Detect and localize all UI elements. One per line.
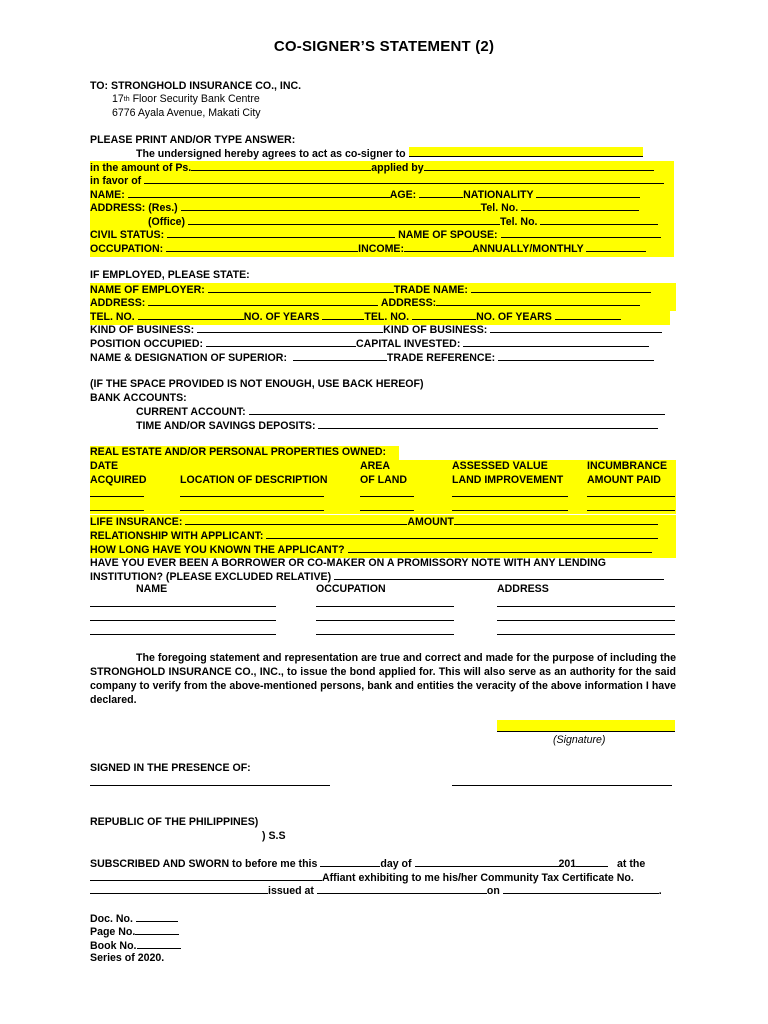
- employer-address-line: ADDRESS: ADDRESS:: [90, 296, 676, 311]
- prop-row2-assessed[interactable]: [452, 501, 568, 511]
- occupation-field[interactable]: [166, 242, 358, 252]
- tel-res-field[interactable]: [521, 201, 639, 211]
- amount-field[interactable]: [191, 161, 371, 171]
- col-assessed: ASSESSED VALUE: [452, 460, 548, 472]
- trade-address-field[interactable]: [436, 296, 640, 306]
- capital-field[interactable]: [463, 337, 649, 347]
- spouse-field[interactable]: [501, 228, 661, 238]
- nationality-field[interactable]: [536, 188, 640, 198]
- doc-no-line: Doc. No.: [90, 912, 178, 927]
- position-field[interactable]: [206, 337, 356, 347]
- sworn-line-3: issued at on .: [90, 884, 662, 899]
- employer-line: NAME OF EMPLOYER: TRADE NAME:: [90, 283, 676, 298]
- relationship-line: RELATIONSHIP WITH APPLICANT:: [90, 529, 676, 544]
- kind-business-field-2[interactable]: [490, 323, 662, 333]
- sworn-line-1: SUBSCRIBED AND SWORN to before me this day of 201 at the: [90, 858, 646, 870]
- prop-row1-assessed[interactable]: [452, 487, 568, 497]
- trade-years-field[interactable]: [555, 310, 621, 320]
- borrower-field[interactable]: [334, 570, 664, 580]
- kind-business-field-1[interactable]: [197, 323, 383, 333]
- how-long-field[interactable]: [348, 543, 652, 553]
- civil-status-field[interactable]: [167, 228, 395, 238]
- income-field[interactable]: [404, 242, 472, 252]
- to-label: TO:: [90, 80, 109, 92]
- col-location: LOCATION OF DESCRIPTION: [180, 474, 328, 486]
- instruction: PLEASE PRINT AND/OR TYPE ANSWER:: [90, 134, 296, 146]
- trade-ref-field[interactable]: [498, 351, 654, 361]
- employer-years-field[interactable]: [322, 310, 364, 320]
- sworn-month-field[interactable]: [415, 857, 559, 867]
- kind-business-line: KIND OF BUSINESS: KIND OF BUSINESS:: [90, 323, 662, 338]
- col-amount-paid: AMOUNT PAID: [587, 474, 661, 486]
- prop-row2-date[interactable]: [90, 501, 144, 511]
- properties-table: [90, 460, 676, 514]
- agrees-line: The undersigned hereby agrees to act as co-signer to: [136, 147, 643, 162]
- col-incumbrance: INCUMBRANCE: [587, 460, 668, 472]
- col-of-land: OF LAND: [360, 474, 408, 486]
- current-account-line: CURRENT ACCOUNT:: [136, 405, 665, 420]
- annually-field[interactable]: [586, 242, 646, 252]
- space-note: (IF THE SPACE PROVIDED IS NOT ENOUGH, USE BACK HEREOF): [90, 378, 424, 390]
- address-office-line: (Office) Tel. No.: [90, 215, 674, 230]
- address-office-field[interactable]: [188, 215, 500, 225]
- properties-heading: REAL ESTATE AND/OR PERSONAL PROPERTIES OWNED:: [90, 446, 399, 460]
- employer-field[interactable]: [208, 283, 394, 293]
- address-line-2: 6776 Ayala Avenue, Makati City: [112, 107, 261, 119]
- borrower-col-occupation: OCCUPATION: [316, 583, 386, 595]
- tel-office-field[interactable]: [540, 215, 658, 225]
- col-acquired: ACQUIRED: [90, 474, 147, 486]
- borrower-question: HAVE YOU EVER BEEN A BORROWER OR CO-MAKER ON A PROMISSORY NOTE WITH ANY LENDING: [90, 557, 606, 569]
- borrower-name-3[interactable]: [90, 625, 276, 635]
- presence-label: SIGNED IN THE PRESENCE OF:: [90, 762, 251, 774]
- borrower-address-1[interactable]: [497, 597, 675, 607]
- trade-tel-field[interactable]: [412, 310, 476, 320]
- trade-name-field[interactable]: [471, 283, 651, 293]
- book-no-field[interactable]: [137, 939, 181, 949]
- life-insurance-field[interactable]: [185, 515, 407, 525]
- life-insurance-line: LIFE INSURANCE: AMOUNT: [90, 515, 676, 530]
- ctc-no-field[interactable]: [90, 884, 268, 894]
- occupation-line: OCCUPATION: INCOME: ANNUALLY/MONTHLY: [90, 242, 674, 257]
- borrower-line-2: INSTITUTION? (PLEASE EXCLUDED RELATIVE): [90, 570, 664, 585]
- series-line: Series of 2020.: [90, 952, 165, 964]
- signature-label: (Signature): [553, 734, 606, 746]
- savings-field[interactable]: [318, 419, 658, 429]
- page-no-line: Page No.: [90, 925, 179, 940]
- borrower-col-name: NAME: [136, 583, 168, 595]
- civil-status-line: CIVIL STATUS: NAME OF SPOUSE:: [90, 228, 674, 243]
- employed-heading: IF EMPLOYED, PLEASE STATE:: [90, 269, 250, 281]
- amount-line: in the amount of Ps. applied by: [90, 161, 674, 176]
- sworn-line-2: Affiant exhibiting to me his/her Community Tax Certificate No.: [90, 871, 634, 886]
- borrower-col-address: ADDRESS: [497, 583, 549, 595]
- issued-at-field[interactable]: [317, 884, 487, 894]
- borrower-address-2[interactable]: [497, 611, 675, 621]
- witness-2-field[interactable]: [452, 776, 672, 786]
- borrower-name-1[interactable]: [90, 597, 276, 607]
- ss-label: ) S.S: [262, 830, 286, 842]
- current-account-field[interactable]: [249, 405, 665, 415]
- company-name: STRONGHOLD INSURANCE CO., INC.: [111, 80, 302, 92]
- age-field[interactable]: [419, 188, 463, 198]
- to-line: [90, 80, 301, 94]
- how-long-line: HOW LONG HAVE YOU KNOWN THE APPLICANT?: [90, 543, 676, 558]
- borrower-occupation-2[interactable]: [316, 611, 454, 621]
- prop-row2-incumbrance[interactable]: [587, 501, 675, 511]
- sworn-year-field[interactable]: [576, 857, 608, 867]
- page-title: CO-SIGNER’S STATEMENT (2): [273, 38, 495, 55]
- borrower-name-2[interactable]: [90, 611, 276, 621]
- signature-field[interactable]: [497, 720, 675, 732]
- employer-tel-line: TEL. NO. NO. OF YEARS TEL. NO. NO. OF YEARS: [90, 310, 670, 325]
- sworn-day-field[interactable]: [320, 857, 380, 867]
- superior-line: NAME & DESIGNATION OF SUPERIOR: TRADE REFERENCE:: [90, 351, 654, 366]
- borrower-occupation-1[interactable]: [316, 597, 454, 607]
- col-area: AREA: [360, 460, 391, 472]
- co-signer-to-field[interactable]: [409, 147, 643, 157]
- position-line: POSITION OCCUPIED: CAPITAL INVESTED:: [90, 337, 649, 352]
- page-no-field[interactable]: [135, 925, 179, 935]
- prop-row1-location[interactable]: [180, 487, 324, 497]
- prop-row1-area[interactable]: [360, 487, 414, 497]
- issued-on-field[interactable]: [503, 884, 659, 894]
- col-improvement: LAND IMPROVEMENT: [452, 474, 564, 486]
- name-field[interactable]: [128, 188, 390, 198]
- borrower-address-3[interactable]: [497, 625, 675, 635]
- borrower-occupation-3[interactable]: [316, 625, 454, 635]
- applied-by-field[interactable]: [424, 161, 654, 171]
- bank-accounts-label: BANK ACCOUNTS:: [90, 392, 187, 404]
- col-date: DATE: [90, 460, 119, 472]
- prop-row1-date[interactable]: [90, 487, 144, 497]
- prop-row2-area[interactable]: [360, 501, 414, 511]
- name-line: NAME: AGE: NATIONALITY: [90, 188, 674, 203]
- prop-row1-incumbrance[interactable]: [587, 487, 675, 497]
- relationship-field[interactable]: [266, 529, 658, 539]
- doc-no-field[interactable]: [136, 912, 178, 922]
- favor-field[interactable]: [144, 174, 664, 184]
- witness-1-field[interactable]: [90, 776, 330, 786]
- prop-row2-location[interactable]: [180, 501, 324, 511]
- book-no-line: Book No.: [90, 939, 181, 954]
- address-res-field[interactable]: [181, 201, 481, 211]
- declaration-paragraph: The foregoing statement and representation are true and correct and made for the purpose of including the STRONGHOLD INSURANCE CO., INC., to issue the bond applied for. This will also serve as an authority for the said company to verify from the above-mentioned persons, bank and entities the veracity of the above information I have declared.: [90, 652, 676, 706]
- favor-line: in favor of: [90, 174, 674, 189]
- employer-address-field[interactable]: [148, 296, 378, 306]
- savings-line: TIME AND/OR SAVINGS DEPOSITS:: [136, 419, 658, 434]
- employer-tel-field[interactable]: [138, 310, 244, 320]
- sworn-place-field[interactable]: [90, 871, 322, 881]
- superior-field[interactable]: [293, 351, 387, 361]
- address-line-1: 17th Floor Security Bank Centre: [112, 93, 260, 105]
- life-amount-field[interactable]: [454, 515, 658, 525]
- address-res-line: ADDRESS: (Res.) Tel. No.: [90, 201, 674, 216]
- republic-label: REPUBLIC OF THE PHILIPPINES): [90, 816, 259, 828]
